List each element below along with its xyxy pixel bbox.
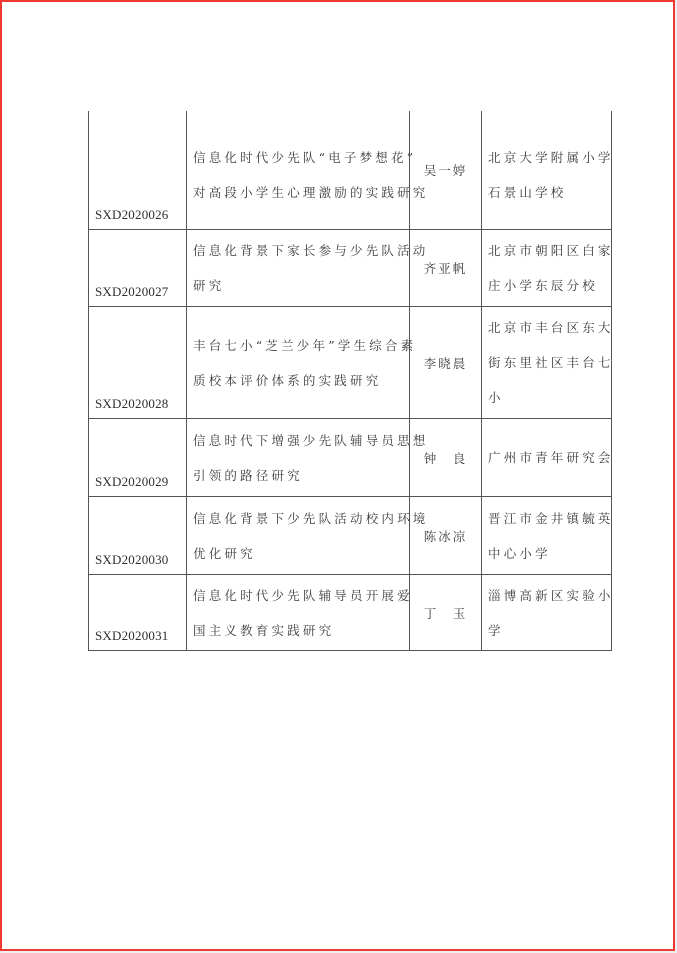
leader-name: 钟 良 [410,419,482,497]
project-id: SXD2020026 [89,111,187,230]
leader-name: 丁 玉 [410,575,482,651]
title-line: 信息时代下增强少先队辅导员思想 [193,432,429,448]
organization [482,575,612,651]
org-line: 晋江市金井镇毓英 [488,510,614,526]
org-line: 小 [488,390,504,405]
title-line: 信息化背景下少先队活动校内环境 [193,510,429,526]
project-id: SXD2020029 [89,419,187,497]
org-line: 庄小学东辰分校 [488,278,598,293]
org-line: 北京市朝阳区白家 [488,243,614,258]
title-line: 信息化背景下家长参与少先队活动 [193,243,429,258]
title-line: 信息化时代少先队辅导员开展爱 [193,587,413,603]
title-line: 质校本评价体系的实践研究 [193,372,382,388]
table-row [89,307,612,419]
organization [482,230,612,307]
table-row [89,111,612,230]
org-line: 中心小学 [488,545,551,561]
org-line: 学 [488,622,504,638]
project-title [187,230,429,307]
org-line: 街东里社区丰台七 [488,355,614,370]
title-line: 研究 [193,278,225,293]
leader-name: 李晓晨 [410,307,482,419]
title-line: 信息化时代少先队“电子梦想花” [193,150,417,165]
project-title [187,419,429,497]
title-line: 丰台七小“芝兰少年”学生综合素 [193,337,417,353]
project-id: SXD2020031 [89,575,187,651]
project-title [187,497,429,575]
project-id: SXD2020030 [89,497,187,575]
title-line: 优化研究 [193,545,256,561]
leader-name: 齐亚帆 [410,230,482,307]
org-line: 淄博高新区实验小 [488,587,614,603]
organization [482,111,612,230]
leader-name: 陈冰凉 [410,497,482,575]
org-line: 北京大学附属小学 [488,150,614,165]
title-line: 国主义教育实践研究 [193,622,335,638]
table-row [89,575,612,651]
project-table [88,111,612,651]
project-title [187,307,417,419]
table-row [89,419,612,497]
project-id: SXD2020027 [89,230,187,307]
org-line: 广州市青年研究会 [488,450,614,465]
project-title [187,575,413,651]
organization [482,419,612,497]
leader-name: 吴一婷 [410,111,482,230]
organization [482,307,612,419]
table-row [89,230,612,307]
table-row [89,497,612,575]
title-line: 引领的路径研究 [193,467,303,483]
title-line: 对高段小学生心理激励的实践研究 [193,185,429,200]
org-line: 石景山学校 [488,185,567,200]
project-id: SXD2020028 [89,307,187,419]
org-line: 北京市丰台区东大 [488,320,614,335]
organization [482,497,612,575]
project-title [187,111,429,230]
